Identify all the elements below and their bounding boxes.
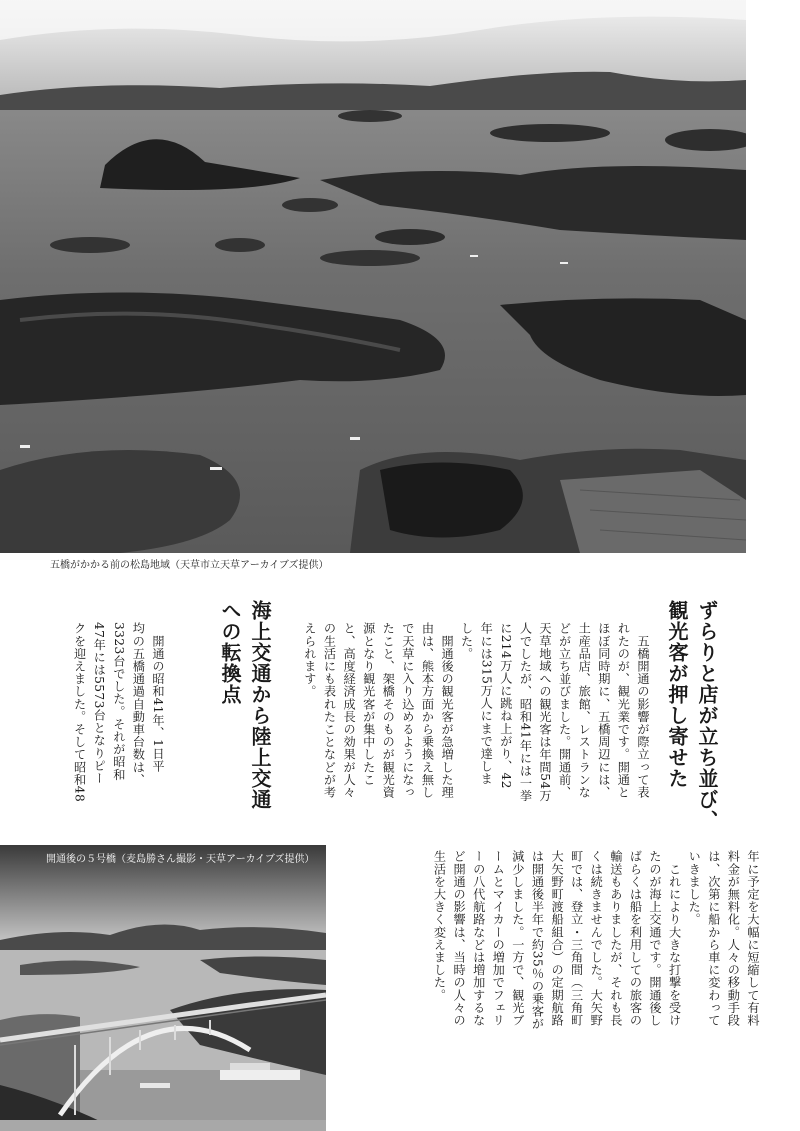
- top-photo-caption: 五橋がかかる前の松島地域（天草市立天草アーカイブズ提供）: [50, 560, 329, 571]
- section2-body-upper: 開通の昭和41年、1日平 均の五橋通過自動車台数は、 3323台でした。それが昭和 47年には5573台となりピー クを迎えました。そして昭和48: [72, 622, 165, 803]
- section2-heading: 海上交通から陸上交通 への転換点: [218, 600, 272, 810]
- section1-body: 五橋開通の影響が際立って表 れたのが、観光業です。開通と ほぼ同時期に、五橋周辺には、 土産品店、旅館、レストランな どが立ち並びました。開通前、 天草地域への観光客は年間54万 人でしたが、昭和41年には一挙 に214万人に跳ね上がり、42 年には315万人にまで達しま した。 開通後の観光客が急増した理 由は、熊本方面から乗換え無し で天草に入り込めるようになっ たこと、架橋そのものが観光資 源となり観光客が集中したこ と、高度経済成長の効果が人々 の生活にも表れたことなどが考 えられます。: [302, 622, 650, 803]
- bottom-bridge-photo: [0, 845, 326, 1131]
- top-aerial-photo: [0, 0, 746, 553]
- bottom-photo-caption: 開通後の５号橋（麦島勝さん撮影・天草アーカイブズ提供）: [46, 854, 315, 865]
- section1-heading: ずらりと店が立ち並び、 観光客が押し寄せた: [665, 600, 719, 831]
- section2-body-lower: 年に予定を大幅に短縮して有料 料金が無料化。人々の移動手段 は、次第に船から車に変わって いきました。 これにより大きな打撃を受け たのが海上交通です。開通後し ばらくは船を利用しての旅客の 輸送もありましたが、それも長 くは続きませんでした。大矢野 町では、登立・三角間（三角町 大矢野町渡船組合）の定期航路 は開通後半年で約35％の乗客が 減少しました。一方で、観光ブ ームとマイカーの増加でフェリ ーの八代航路などは増加するな ど開通の影響は、当時の人々の 生活を大きく変えました。: [432, 850, 760, 1031]
